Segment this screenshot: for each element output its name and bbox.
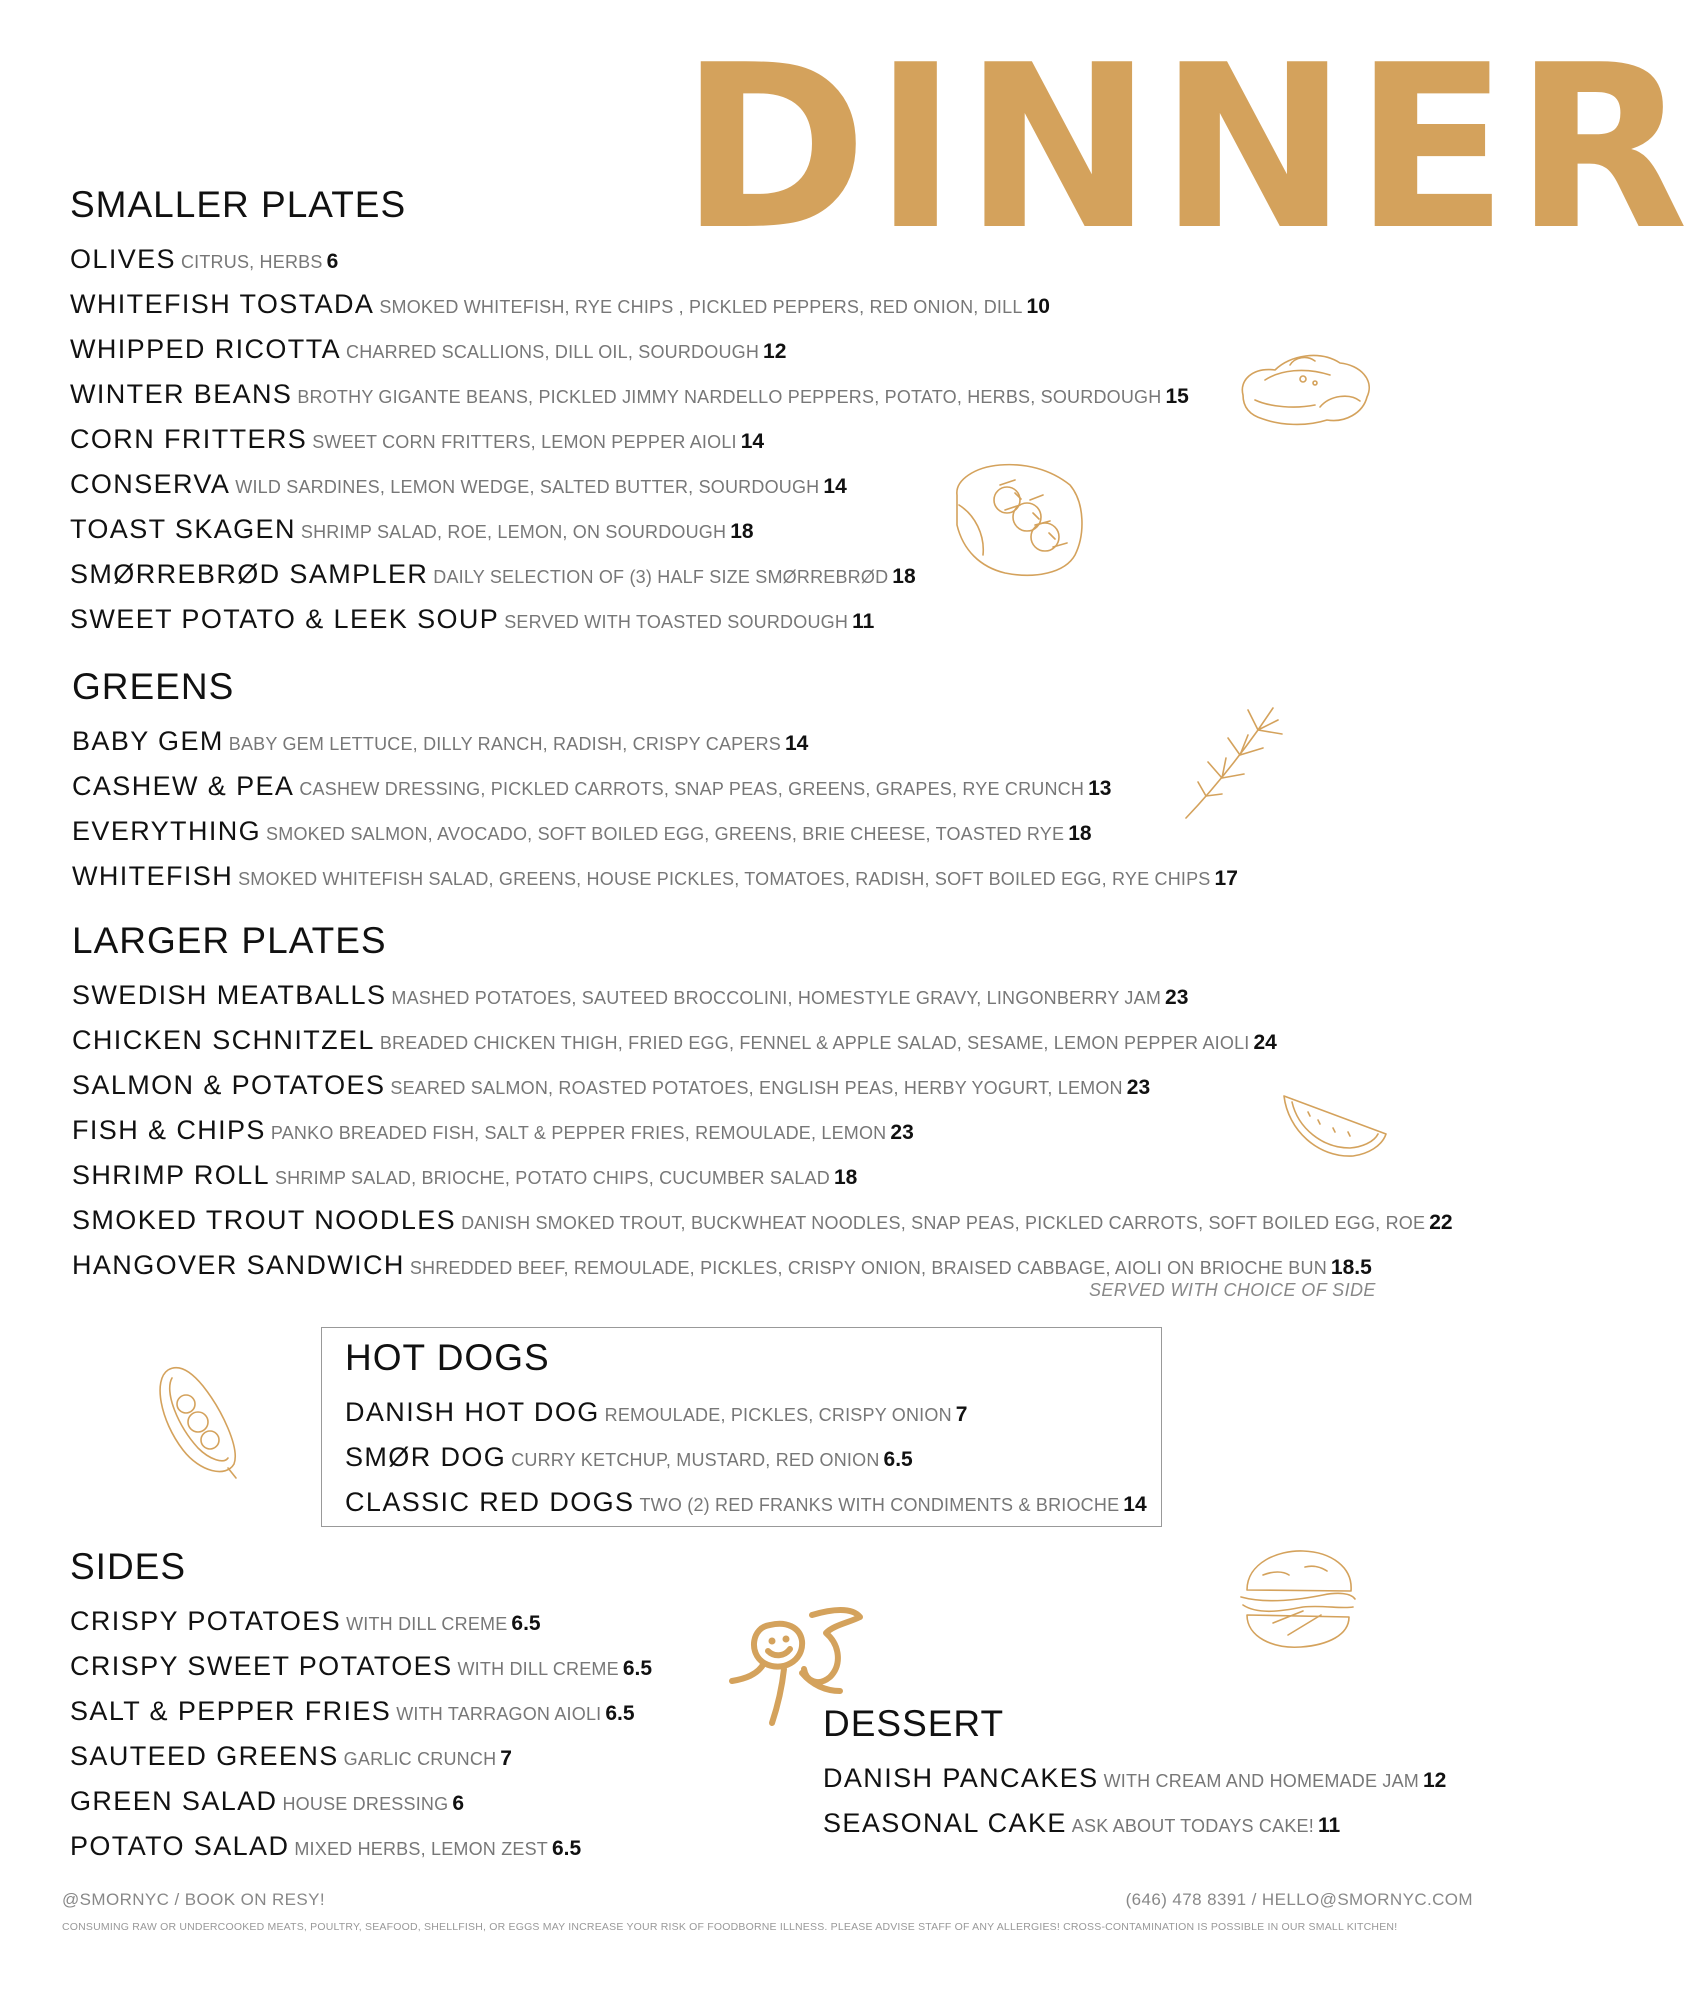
item-name: SMOKED TROUT NOODLES: [72, 1205, 457, 1235]
menu-item-crispy-sweet-potatoes: [70, 1644, 652, 1689]
item-name: SEASONAL CAKE: [823, 1808, 1067, 1838]
menu-item-sweet-potato-leek-soup: [70, 597, 1189, 642]
menu-item-chicken-schnitzel: [72, 1018, 1453, 1063]
item-name: SAUTEED GREENS: [70, 1741, 339, 1771]
menu-item-sm-r-dog: [345, 1435, 1147, 1480]
menu-item-olives: [70, 237, 1189, 282]
item-price: 17: [1214, 867, 1238, 890]
item-name: BABY GEM: [72, 726, 224, 756]
menu-item-salt-pepper-fries: [70, 1689, 652, 1734]
item-price: 18.5: [1330, 1256, 1372, 1279]
item-description: WITH DILL CREME: [346, 1614, 508, 1634]
item-price: 23: [890, 1121, 914, 1144]
menu-item-cashew-pea: [72, 764, 1238, 809]
menu-item-everything: [72, 809, 1238, 854]
item-description: SHRIMP SALAD, BRIOCHE, POTATO CHIPS, CUCUMBER SALAD: [274, 1168, 830, 1188]
menu-item-potato-salad: [70, 1824, 652, 1869]
item-price: 6.5: [883, 1448, 913, 1471]
footer-disclaimer: CONSUMING RAW OR UNDERCOOKED MEATS, POULTRY, SEAFOOD, SHELLFISH, OR EGGS MAY INCREASE YOUR RISK OF FOODBORNE ILLNESS. PLEASE ADVISE STAFF OF ANY ALLERGIES! CROSS-CONTAMINATION IS POSSIBLE IN OUR SMALL KITCHEN!: [62, 1921, 1398, 1933]
section-greens: [72, 665, 1238, 899]
menu-item-whitefish-tostada: [70, 282, 1189, 327]
item-price: 6.5: [622, 1657, 653, 1680]
side-note: SERVED WITH CHOICE OF SIDE: [1089, 1280, 1376, 1300]
item-price: 7: [500, 1747, 512, 1770]
item-description: SERVED WITH TOASTED SOURDOUGH: [504, 612, 849, 632]
menu-item-whitefish: [72, 854, 1238, 899]
item-price: 6.5: [511, 1612, 541, 1635]
menu-item-green-salad: [70, 1779, 652, 1824]
menu-item-salmon-potatoes: [72, 1063, 1453, 1108]
item-price: 18: [892, 565, 916, 588]
toast-icon: [945, 455, 1090, 585]
menu-item-sauteed-greens: [70, 1734, 652, 1779]
item-price: 13: [1088, 777, 1112, 800]
item-name: CORN FRITTERS: [70, 424, 308, 454]
item-description: MASHED POTATOES, SAUTEED BROCCOLINI, HOMESTYLE GRAVY, LINGONBERRY JAM: [391, 988, 1162, 1008]
item-name: SHRIMP ROLL: [72, 1160, 270, 1190]
item-price: 14: [823, 475, 847, 498]
item-description: CITRUS, HERBS: [180, 252, 323, 272]
item-price: 14: [784, 732, 809, 755]
item-price: 15: [1165, 385, 1189, 408]
item-price: 6.5: [605, 1702, 635, 1725]
item-description: SMOKED WHITEFISH, RYE CHIPS , PICKLED PEPPERS, RED ONION, DILL: [379, 297, 1023, 317]
item-price: 14: [1123, 1493, 1147, 1516]
menu-item-baby-gem: [72, 719, 1238, 764]
item-price: 14: [740, 430, 765, 453]
item-description: WITH TARRAGON AIOLI: [396, 1704, 602, 1724]
hot-dog-icon: [148, 1360, 243, 1480]
item-price: 24: [1253, 1031, 1277, 1054]
melon-wedge-icon: [1278, 1090, 1393, 1165]
item-description: HOUSE DRESSING: [282, 1794, 449, 1814]
menu-item-seasonal-cake: [823, 1801, 1446, 1846]
item-name: CHICKEN SCHNITZEL: [72, 1025, 375, 1055]
item-description: CHARRED SCALLIONS, DILL OIL, SOURDOUGH: [346, 342, 760, 362]
item-description: SHREDDED BEEF, REMOULADE, PICKLES, CRISPY ONION, BRAISED CABBAGE, AIOLI ON BRIOCHE BUN: [409, 1258, 1327, 1278]
item-price: 12: [1422, 1769, 1447, 1792]
section-title: GREENS: [72, 666, 235, 707]
footer-contact: (646) 478 8391 / HELLO@SMORNYC.COM: [1125, 1890, 1473, 1909]
item-name: SALMON & POTATOES: [72, 1070, 386, 1100]
item-description: DANISH SMOKED TROUT, BUCKWHEAT NOODLES, SNAP PEAS, PICKLED CARROTS, SOFT BOILED EGG, ROE: [461, 1213, 1426, 1233]
menu-item-danish-hot-dog: [345, 1390, 1147, 1435]
item-description: SMOKED WHITEFISH SALAD, GREENS, HOUSE PICKLES, TOMATOES, RADISH, SOFT BOILED EGG, RYE CHIPS: [238, 869, 1211, 889]
burger-icon: [1233, 1545, 1363, 1655]
item-name: SWEET POTATO & LEEK SOUP: [70, 604, 500, 634]
item-description: CASHEW DRESSING, PICKLED CARROTS, SNAP PEAS, GREENS, GRAPES, RYE CRUNCH: [299, 779, 1085, 799]
item-description: GARLIC CRUNCH: [343, 1749, 497, 1769]
item-description: REMOULADE, PICKLES, CRISPY ONION: [604, 1405, 952, 1425]
item-price: 18: [730, 520, 754, 543]
menu-item-crispy-potatoes: [70, 1599, 652, 1644]
item-name: DANISH HOT DOG: [345, 1397, 600, 1427]
item-name: CRISPY POTATOES: [70, 1606, 342, 1636]
item-name: SWEDISH MEATBALLS: [72, 980, 387, 1010]
section-title: HOT DOGS: [345, 1337, 550, 1378]
item-description: PANKO BREADED FISH, SALT & PEPPER FRIES, REMOULADE, LEMON: [270, 1123, 887, 1143]
section-title: SIDES: [70, 1546, 187, 1587]
item-description: SHRIMP SALAD, ROE, LEMON, ON SOURDOUGH: [300, 522, 727, 542]
item-price: 6.5: [552, 1837, 582, 1860]
item-name: WINTER BEANS: [70, 379, 293, 409]
menu-item-swedish-meatballs: [72, 973, 1453, 1018]
dill-icon: [1178, 700, 1288, 825]
item-price: 10: [1026, 295, 1050, 318]
item-price: 11: [852, 610, 875, 633]
sandwich-icon: [1235, 335, 1380, 435]
item-description: BROTHY GIGANTE BEANS, PICKLED JIMMY NARDELLO PEPPERS, POTATO, HERBS, SOURDOUGH: [297, 387, 1162, 407]
item-name: SMØRREBRØD SAMPLER: [70, 559, 429, 589]
footer-social: @SMORNYC / BOOK ON RESY!: [62, 1890, 326, 1909]
menu-title: DINNER: [680, 17, 1694, 280]
item-price: 23: [1165, 986, 1189, 1009]
menu-item-fish-chips: [72, 1108, 1453, 1153]
item-name: POTATO SALAD: [70, 1831, 290, 1861]
item-description: WILD SARDINES, LEMON WEDGE, SALTED BUTTER, SOURDOUGH: [235, 477, 820, 497]
item-description: WITH DILL CREME: [457, 1659, 619, 1679]
item-name: FISH & CHIPS: [72, 1115, 266, 1145]
item-description: DAILY SELECTION OF (3) HALF SIZE SMØRREBRØD: [433, 567, 889, 587]
menu-item-whipped-ricotta: [70, 327, 1189, 372]
item-description: SMOKED SALMON, AVOCADO, SOFT BOILED EGG, GREENS, BRIE CHEESE, TOASTED RYE: [266, 824, 1065, 844]
menu-item-danish-pancakes: [823, 1756, 1446, 1801]
item-name: WHITEFISH TOSTADA: [70, 289, 375, 319]
item-description: TWO (2) RED FRANKS WITH CONDIMENTS & BRIOCHE: [639, 1495, 1120, 1515]
section-larger-plates: [72, 919, 1453, 1288]
item-price: 12: [763, 340, 787, 363]
item-price: 6: [452, 1792, 464, 1815]
item-price: 6: [326, 250, 339, 273]
item-name: EVERYTHING: [72, 816, 262, 846]
menu-item-classic-red-dogs: [345, 1480, 1147, 1525]
item-price: 18: [1068, 822, 1092, 845]
item-price: 11: [1317, 1814, 1341, 1837]
item-name: SALT & PEPPER FRIES: [70, 1696, 392, 1726]
item-description: MIXED HERBS, LEMON ZEST: [294, 1839, 548, 1859]
section-title: SMALLER PLATES: [70, 184, 407, 225]
item-description: SWEET CORN FRITTERS, LEMON PEPPER AIOLI: [312, 432, 737, 452]
item-name: CONSERVA: [70, 469, 231, 499]
item-name: DANISH PANCAKES: [823, 1763, 1099, 1793]
item-name: WHIPPED RICOTTA: [70, 334, 342, 364]
item-name: GREEN SALAD: [70, 1786, 278, 1816]
menu-item-winter-beans: [70, 372, 1189, 417]
item-description: BREADED CHICKEN THIGH, FRIED EGG, FENNEL & APPLE SALAD, SESAME, LEMON PEPPER AIOLI: [379, 1033, 1250, 1053]
section-title: LARGER PLATES: [72, 920, 387, 961]
item-price: 23: [1126, 1076, 1151, 1099]
item-description: WITH CREAM AND HOMEMADE JAM: [1103, 1771, 1419, 1791]
item-price: 18: [833, 1166, 858, 1189]
item-name: CRISPY SWEET POTATOES: [70, 1651, 453, 1681]
item-name: TOAST SKAGEN: [70, 514, 296, 544]
item-name: SMØR DOG: [345, 1442, 507, 1472]
section-title: DESSERT: [823, 1703, 1005, 1744]
section-hot-dogs: [345, 1336, 1147, 1525]
item-name: HANGOVER SANDWICH: [72, 1250, 405, 1280]
item-name: CASHEW & PEA: [72, 771, 295, 801]
section-dessert: [823, 1702, 1446, 1846]
menu-item-shrimp-roll: [72, 1153, 1453, 1198]
menu-item-smoked-trout-noodles: [72, 1198, 1453, 1243]
item-price: 22: [1429, 1211, 1453, 1234]
item-description: ASK ABOUT TODAYS CAKE!: [1071, 1816, 1314, 1836]
section-sides: [70, 1545, 652, 1869]
item-name: WHITEFISH: [72, 861, 234, 891]
item-description: CURRY KETCHUP, MUSTARD, RED ONION: [511, 1450, 880, 1470]
item-name: OLIVES: [70, 244, 176, 274]
item-description: BABY GEM LETTUCE, DILLY RANCH, RADISH, CRISPY CAPERS: [228, 734, 781, 754]
item-description: SEARED SALMON, ROASTED POTATOES, ENGLISH PEAS, HERBY YOGURT, LEMON: [390, 1078, 1123, 1098]
smor-mascot-icon: [722, 1595, 872, 1735]
item-name: CLASSIC RED DOGS: [345, 1487, 635, 1517]
item-price: 7: [955, 1403, 968, 1426]
